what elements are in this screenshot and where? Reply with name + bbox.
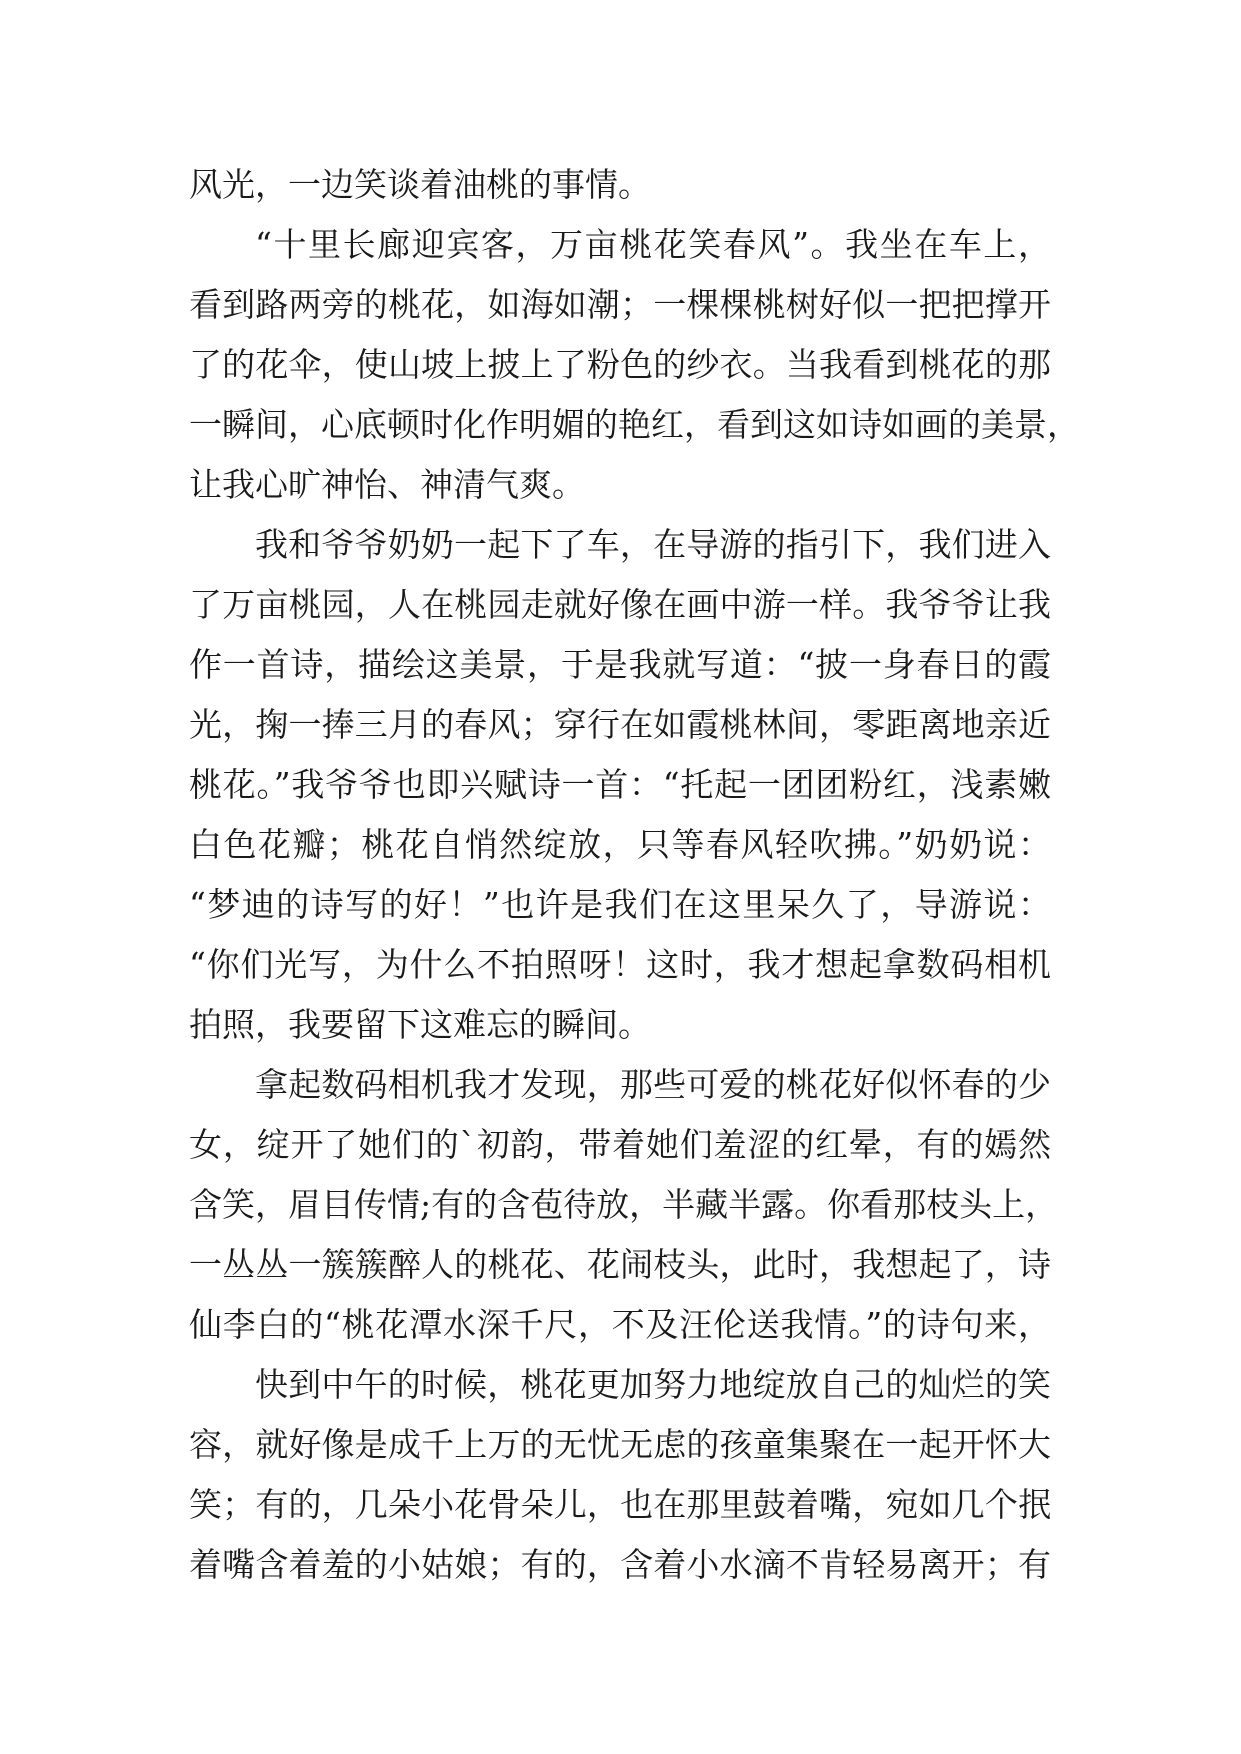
- paragraph-first-line: 拿起数码相机我才发现，那些可爱的桃花好似怀春的少: [255, 1065, 1051, 1104]
- paragraph-first-line: 我和爷爷奶奶一起下了车，在导游的指引下，我们进入: [255, 525, 1051, 564]
- text-line: 着嘴含着羞的小姑娘；有的，含着小水滴不肯轻易离开；有: [189, 1545, 1051, 1584]
- text-line: “梦迪的诗写的好！”也许是我们在这里呆久了，导游说：: [189, 885, 1051, 924]
- text-line: 笑；有的，几朵小花骨朵儿，也在那里鼓着嘴，宛如几个抿: [189, 1485, 1051, 1524]
- text-line: “你们光写，为什么不拍照呀！这时，我才想起拿数码相机: [189, 945, 1051, 984]
- text-line: 让我心旷神怡、神清气爽。: [189, 465, 585, 504]
- text-line: 含笑，眉目传情;有的含苞待放，半藏半露。你看那枝头上，: [189, 1185, 1059, 1224]
- body-text: [189, 155, 1080, 1595]
- text-line: 桃花。”我爷爷也即兴赋诗一首：“托起一团团粉红，浅素嫩: [189, 765, 1051, 804]
- text-line: 容，就好像是成千上万的无忧无虑的孩童集聚在一起开怀大: [189, 1425, 1051, 1464]
- paragraph-first-line: 快到中午的时候，桃花更加努力地绽放自己的灿烂的笑: [255, 1365, 1051, 1404]
- text-line: 一丛丛一簇簇醉人的桃花、花闹枝头，此时，我想起了，诗: [189, 1245, 1051, 1284]
- text-line: 白色花瓣；桃花自悄然绽放，只等春风轻吹拂。”奶奶说：: [189, 825, 1051, 864]
- text-line: 光，掬一捧三月的春风；穿行在如霞桃林间，零距离地亲近: [189, 705, 1051, 744]
- text-line: 了万亩桃园，人在桃园走就好像在画中游一样。我爷爷让我: [189, 585, 1051, 624]
- text-line: 一瞬间，心底顿时化作明媚的艳红，看到这如诗如画的美景，: [189, 405, 1080, 444]
- text-line: 仙李白的“桃花潭水深千尺，不及汪伦送我情。”的诗句来，: [189, 1305, 1051, 1344]
- text-line: 作一首诗，描绘这美景，于是我就写道：“披一身春日的霞: [189, 645, 1051, 684]
- text-line: 女，绽开了她们的`初韵，带着她们羞涩的红晕，有的嫣然: [189, 1125, 1051, 1164]
- paragraph-first-line: “十里长廊迎宾客，万亩桃花笑春风”。我坐在车上，: [255, 225, 1051, 264]
- text-line: 看到路两旁的桃花，如海如潮；一棵棵桃树好似一把把撑开: [189, 285, 1051, 324]
- text-line: 风光，一边笑谈着油桃的事情。: [189, 165, 651, 204]
- text-line: 了的花伞，使山坡上披上了粉色的纱衣。当我看到桃花的那: [189, 345, 1051, 384]
- text-line: 拍照，我要留下这难忘的瞬间。: [189, 1005, 651, 1044]
